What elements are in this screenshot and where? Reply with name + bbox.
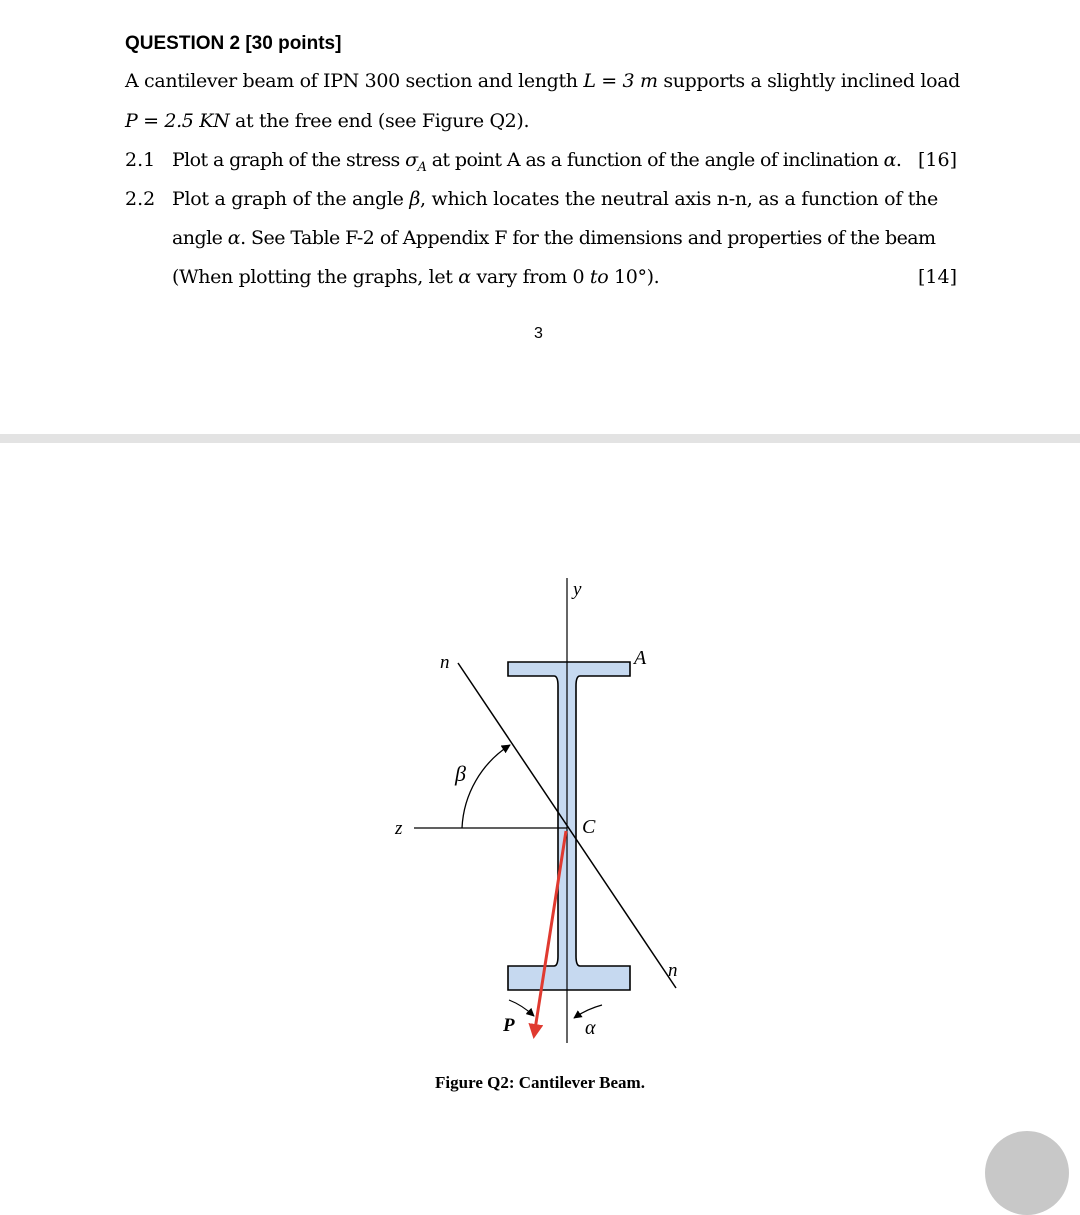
item-number: 2.1 xyxy=(125,149,156,171)
alpha-symbol: α xyxy=(458,266,471,288)
intro-text: at the free end (see Figure Q2). xyxy=(229,110,530,132)
alpha-arc-left xyxy=(509,1000,534,1016)
intro-text: A cantilever beam of IPN 300 section and length xyxy=(125,70,584,92)
label-beta: β xyxy=(455,761,466,786)
sigma-symbol: σ xyxy=(405,149,418,171)
item-text: at point A as a function of the angle of inclination xyxy=(426,149,884,171)
intro-text: supports a slightly inclined load xyxy=(657,70,960,92)
figure-caption: Figure Q2: Cantilever Beam. xyxy=(435,1073,645,1092)
alpha-symbol: α xyxy=(883,149,896,171)
item-marks: [16] xyxy=(918,149,958,171)
beta-arc xyxy=(462,745,510,828)
label-z: z xyxy=(395,818,403,839)
item-text: angle xyxy=(172,227,228,249)
item-number: 2.2 xyxy=(125,188,156,210)
item-text: (When plotting the graphs, let xyxy=(172,266,459,288)
question-title: QUESTION 2 [30 points] xyxy=(125,33,342,54)
alpha-symbol: α xyxy=(227,227,241,249)
floating-action-button[interactable] xyxy=(985,1131,1069,1215)
label-y: y xyxy=(573,579,582,600)
item-text: Plot a graph of the angle xyxy=(172,188,410,210)
item-text: vary from 0 xyxy=(470,266,590,288)
label-alpha: α xyxy=(585,1017,596,1039)
load-expression: P = 2.5 KN xyxy=(125,110,230,132)
page-number: 3 xyxy=(534,325,543,342)
item-text: . xyxy=(895,149,902,171)
label-a: A xyxy=(634,647,647,669)
i-beam-section xyxy=(508,662,630,990)
label-n-top: n xyxy=(440,652,450,673)
item-text: , which locates the neutral axis n-n, as a function of the xyxy=(420,188,938,210)
beta-symbol: β xyxy=(409,188,420,210)
subscript-a: A xyxy=(417,159,427,175)
item-text: 10°). xyxy=(608,266,660,288)
item-text: Plot a graph of the stress xyxy=(172,149,406,171)
label-p: P xyxy=(503,1015,515,1036)
label-c: C xyxy=(582,816,596,838)
label-n-bottom: n xyxy=(668,960,678,981)
item-marks: [14] xyxy=(918,266,958,288)
length-expression: L = 3 m xyxy=(583,70,658,92)
math-to: to xyxy=(589,266,609,288)
item-text: . See Table F-2 of Appendix F for the dimensions and properties of the beam xyxy=(240,227,936,249)
